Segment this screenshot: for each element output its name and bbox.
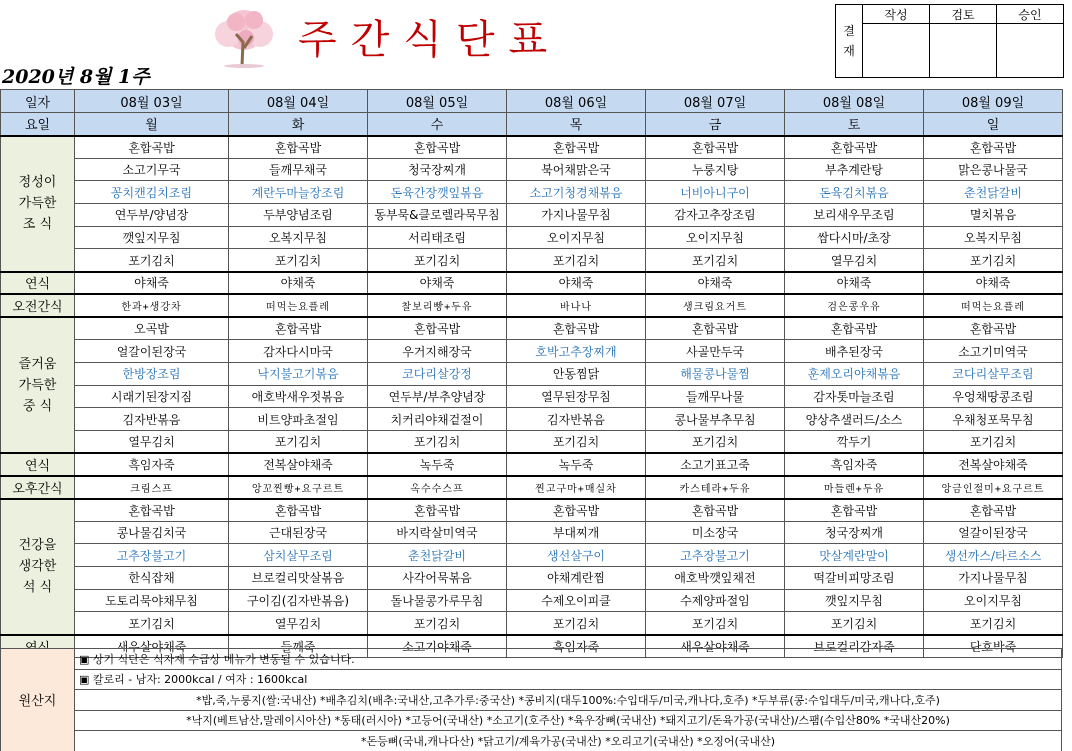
menu-item: 들깨무채국	[229, 158, 368, 181]
menu-item: 오복지무침	[924, 226, 1063, 249]
snack-item: 앙금인절미+요구르트	[924, 476, 1063, 499]
dinner-row	[1, 567, 1063, 590]
am-snack-row	[1, 294, 1063, 317]
menu-item: 김자반볶음	[507, 408, 646, 431]
menu-item: 보리새우무조림	[785, 204, 924, 227]
menu-item: 동부묵&클로렐라묵무침	[368, 204, 507, 227]
menu-item: 우거지해장국	[368, 340, 507, 363]
menu-item: 얼갈이된장국	[75, 340, 229, 363]
dinner-row	[1, 521, 1063, 544]
menu-item: 춘천닭갈비	[924, 181, 1063, 204]
origin-table	[0, 648, 1062, 751]
menu-item: 근대된장국	[229, 521, 368, 544]
approval-sign-box[interactable]	[930, 24, 997, 78]
dinner-row	[1, 612, 1063, 635]
menu-item: 양상추샐러드/소스	[785, 408, 924, 431]
porridge-item: 야채죽	[785, 272, 924, 295]
origin-line: ▣ 칼로리 - 남자: 2000kcal / 여자 : 1600kcal	[75, 669, 1062, 690]
day-cell: 토	[785, 113, 924, 136]
approval-box	[835, 4, 1064, 78]
menu-item: 청국장찌개	[368, 158, 507, 181]
day-cell: 월	[75, 113, 229, 136]
menu-item: 콩나물김치국	[75, 521, 229, 544]
menu-item: 깻잎지무침	[75, 226, 229, 249]
menu-item: 감자다시마국	[229, 340, 368, 363]
menu-item: 혼합곡밥	[229, 317, 368, 340]
menu-item: 열무김치	[229, 612, 368, 635]
approval-column: 승인	[997, 5, 1064, 24]
menu-item: 오복지무침	[229, 226, 368, 249]
menu-item: 혼합곡밥	[785, 499, 924, 522]
menu-item: 수제오이피클	[507, 589, 646, 612]
menu-item: 포기김치	[646, 612, 785, 635]
menu-item: 혼합곡밥	[75, 136, 229, 159]
breakfast-porridge-row	[1, 272, 1063, 295]
porridge-item: 전복살야채죽	[924, 453, 1063, 476]
menu-item: 코다리살강정	[368, 362, 507, 385]
approval-group-label: 결 재	[836, 5, 863, 78]
approval-sign-box[interactable]	[863, 24, 930, 78]
menu-item: 애호박새우젓볶음	[229, 385, 368, 408]
snack-item: 검은콩우유	[785, 294, 924, 317]
menu-item: 미소장국	[646, 521, 785, 544]
day-cell: 일	[924, 113, 1063, 136]
menu-item: 혼합곡밥	[75, 499, 229, 522]
menu-item: 돌나물콩가루무침	[368, 589, 507, 612]
menu-item: 소고기미역국	[924, 340, 1063, 363]
date-row	[1, 90, 1063, 113]
breakfast-row	[1, 158, 1063, 181]
dinner-label	[1, 499, 75, 635]
porridge-item: 흑임자죽	[507, 635, 646, 658]
date-cell: 08월 03일	[75, 90, 229, 113]
menu-item: 서리태조림	[368, 226, 507, 249]
menu-item: 두부양념조림	[229, 204, 368, 227]
menu-item: 포기김치	[75, 249, 229, 272]
day-row	[1, 113, 1063, 136]
menu-item: 맛살계란말이	[785, 544, 924, 567]
lunch-row	[1, 362, 1063, 385]
menu-item: 혼합곡밥	[507, 499, 646, 522]
menu-item: 혼합곡밥	[229, 499, 368, 522]
menu-item: 오이지무침	[507, 226, 646, 249]
porridge-item: 새우살야채죽	[75, 635, 229, 658]
day-cell: 금	[646, 113, 785, 136]
snack-item: 바나나	[507, 294, 646, 317]
breakfast-row	[1, 226, 1063, 249]
page-title: 주간식단표	[298, 17, 562, 63]
snack-item: 떠먹는요플레	[924, 294, 1063, 317]
menu-item: 삼치살무조림	[229, 544, 368, 567]
origin-line: *돈등뼈(국내,캐나다산) *닭고기/계육가공(국내산) *오리고기(국내산) *오징어(국내산)	[75, 731, 1062, 751]
am-snack-label: 오전간식	[1, 294, 75, 317]
menu-item: 해물콩나물찜	[646, 362, 785, 385]
date-cell: 08월 07일	[646, 90, 785, 113]
date-cell: 08월 04일	[229, 90, 368, 113]
porridge-item: 야채죽	[507, 272, 646, 295]
menu-item: 가지나물무침	[507, 204, 646, 227]
menu-item: 열무김치	[785, 249, 924, 272]
cherry-blossom-tree-icon	[206, 8, 282, 68]
snack-item: 생크림요거트	[646, 294, 785, 317]
approval-column: 검토	[930, 5, 997, 24]
origin-label: 원산지	[1, 649, 75, 751]
menu-item: 소고기무국	[75, 158, 229, 181]
menu-item: 가지나물무침	[924, 567, 1063, 590]
menu-item: 콩나물부추무침	[646, 408, 785, 431]
menu-item: 혼합곡밥	[646, 499, 785, 522]
dinner-row	[1, 589, 1063, 612]
menu-item: 치커리야채겉절이	[368, 408, 507, 431]
menu-item: 시래기된장지짐	[75, 385, 229, 408]
menu-item: 깍두기	[785, 430, 924, 453]
menu-item: 오이지무침	[646, 226, 785, 249]
menu-item: 포기김치	[229, 430, 368, 453]
dinner-row	[1, 544, 1063, 567]
origin-line: *밥,죽,누룽지(쌀:국내산) *배추김치(배추:국내산,고추가루:중국산) *콩비지(대두100%:수입대두/미국,캐나다,호주) *두부류(콩:수입대두/미국,캐나다,호주)	[75, 690, 1062, 711]
menu-item: 고추장불고기	[646, 544, 785, 567]
snack-item: 찰보리빵+두유	[368, 294, 507, 317]
origin-line: *낙지(베트남산,말레이시아산) *동태(러시아) *고등어(국내산) *소고기(호주산) *육우장뼈(국내산) *돼지고기/돈육가공(국내산)/스팸(수입산80% *국내산20%)	[75, 710, 1062, 731]
breakfast-row	[1, 249, 1063, 272]
menu-item: 호박고추장찌개	[507, 340, 646, 363]
menu-item: 오곡밥	[75, 317, 229, 340]
menu-item: 감자고추장조림	[646, 204, 785, 227]
menu-item: 사각어묵볶음	[368, 567, 507, 590]
porridge-item: 들깨죽	[229, 635, 368, 658]
menu-item: 소고기청경채볶음	[507, 181, 646, 204]
menu-item: 열무된장무침	[507, 385, 646, 408]
menu-item: 생선살구이	[507, 544, 646, 567]
menu-item: 비트양파초절임	[229, 408, 368, 431]
menu-item: 포기김치	[368, 612, 507, 635]
menu-item: 포기김치	[368, 430, 507, 453]
day-cell: 목	[507, 113, 646, 136]
menu-item: 구이김(김자반볶음)	[229, 589, 368, 612]
lunch-row	[1, 385, 1063, 408]
porridge-item: 야채죽	[75, 272, 229, 295]
approval-sign-box[interactable]	[997, 24, 1064, 78]
porridge-item: 흑임자죽	[75, 453, 229, 476]
menu-item: 연두부/부추양념장	[368, 385, 507, 408]
day-cell: 수	[368, 113, 507, 136]
date-cell: 08월 08일	[785, 90, 924, 113]
menu-item: 혼합곡밥	[924, 136, 1063, 159]
lunch-label	[1, 317, 75, 453]
menu-item: 감자톳마늘조림	[785, 385, 924, 408]
lunch-porridge-row	[1, 453, 1063, 476]
menu-item: 브로컬리맛살볶음	[229, 567, 368, 590]
menu-item: 꽁치캔김치조림	[75, 181, 229, 204]
snack-item: 찐고구마+매실차	[507, 476, 646, 499]
approval-column: 작성	[863, 5, 930, 24]
menu-item: 포기김치	[229, 249, 368, 272]
menu-item: 부추계란탕	[785, 158, 924, 181]
menu-item: 오이지무침	[924, 589, 1063, 612]
menu-item: 혼합곡밥	[368, 136, 507, 159]
dinner-label-text: 건강을 생각한 석 식	[18, 538, 57, 596]
menu-item: 우채청포묵무침	[924, 408, 1063, 431]
menu-item: 너비아니구이	[646, 181, 785, 204]
menu-item: 멸치볶음	[924, 204, 1063, 227]
porridge-item: 새우살야채죽	[646, 635, 785, 658]
breakfast-row	[1, 204, 1063, 227]
snack-item: 카스테라+두유	[646, 476, 785, 499]
menu-item: 혼합곡밥	[924, 499, 1063, 522]
menu-item: 포기김치	[368, 249, 507, 272]
week-label: 2020년 8월 1주	[2, 66, 150, 88]
lunch-porridge-label: 연식	[1, 453, 75, 476]
menu-item: 얼갈이된장국	[924, 521, 1063, 544]
porridge-item: 야채죽	[924, 272, 1063, 295]
menu-item: 포기김치	[75, 612, 229, 635]
lunch-label-text: 즐거움 가득한 중 식	[18, 356, 57, 414]
menu-item: 혼합곡밥	[924, 317, 1063, 340]
menu-item: 혼합곡밥	[785, 317, 924, 340]
menu-item: 애호박깻잎채전	[646, 567, 785, 590]
snack-item: 앙꼬찐빵+요구르트	[229, 476, 368, 499]
date-cell: 08월 05일	[368, 90, 507, 113]
menu-item: 열무김치	[75, 430, 229, 453]
menu-item: 청국장찌개	[785, 521, 924, 544]
menu-item: 포기김치	[924, 612, 1063, 635]
day-cell: 화	[229, 113, 368, 136]
porridge-item: 녹두죽	[507, 453, 646, 476]
menu-item: 혼합곡밥	[646, 136, 785, 159]
menu-item: 코다리살무조림	[924, 362, 1063, 385]
menu-item: 낙지불고기볶음	[229, 362, 368, 385]
date-cell: 08월 06일	[507, 90, 646, 113]
menu-item: 돈육간장깻잎볶음	[368, 181, 507, 204]
lunch-row	[1, 408, 1063, 431]
breakfast-label	[1, 136, 75, 272]
date-label: 일자	[1, 90, 75, 113]
menu-item: 도토리묵야채무침	[75, 589, 229, 612]
menu-item: 포기김치	[646, 249, 785, 272]
menu-item: 야채계란찜	[507, 567, 646, 590]
porridge-item: 야채죽	[368, 272, 507, 295]
menu-item: 포기김치	[646, 430, 785, 453]
menu-item: 맑은콩나물국	[924, 158, 1063, 181]
menu-item: 생선까스/타르소스	[924, 544, 1063, 567]
menu-item: 바지락살미역국	[368, 521, 507, 544]
menu-item: 김자반볶음	[75, 408, 229, 431]
menu-item: 수제양파절임	[646, 589, 785, 612]
menu-item: 한방장조림	[75, 362, 229, 385]
porridge-item: 브로컬리감자죽	[785, 635, 924, 658]
snack-item: 크림스프	[75, 476, 229, 499]
menu-item: 우엉채땅콩조림	[924, 385, 1063, 408]
menu-item: 혼합곡밥	[507, 136, 646, 159]
porridge-item: 전복살야채죽	[229, 453, 368, 476]
breakfast-porridge-label: 연식	[1, 272, 75, 295]
menu-item: 혼합곡밥	[507, 317, 646, 340]
breakfast-label-text: 정성이 가득한 조 식	[18, 175, 57, 233]
menu-item: 춘천닭갈비	[368, 544, 507, 567]
lunch-row	[1, 430, 1063, 453]
menu-item: 혼합곡밥	[229, 136, 368, 159]
origin-line: ▣ 상기 식단은 식자재 수급상 메뉴가 변동될 수 있습니다.	[75, 649, 1062, 670]
menu-item: 깻잎지무침	[785, 589, 924, 612]
snack-item: 한과+생강차	[75, 294, 229, 317]
breakfast-row	[1, 181, 1063, 204]
menu-item: 혼합곡밥	[368, 499, 507, 522]
menu-item: 혼합곡밥	[785, 136, 924, 159]
menu-item: 고추장불고기	[75, 544, 229, 567]
snack-item: 옥수수스프	[368, 476, 507, 499]
menu-item: 포기김치	[507, 612, 646, 635]
menu-item: 안동찜닭	[507, 362, 646, 385]
porridge-item: 녹두죽	[368, 453, 507, 476]
snack-item: 마들렌+두유	[785, 476, 924, 499]
date-cell: 08월 09일	[924, 90, 1063, 113]
menu-item: 한식잡채	[75, 567, 229, 590]
menu-item: 북어채맑은국	[507, 158, 646, 181]
header	[0, 0, 1072, 90]
dinner-row	[1, 499, 1063, 522]
menu-item: 계란두마늘장조림	[229, 181, 368, 204]
menu-table	[0, 89, 1063, 658]
menu-item: 혼합곡밥	[646, 317, 785, 340]
menu-item: 연두부/양념장	[75, 204, 229, 227]
menu-item: 혼합곡밥	[368, 317, 507, 340]
lunch-row	[1, 317, 1063, 340]
porridge-item: 흑임자죽	[785, 453, 924, 476]
pm-snack-row	[1, 476, 1063, 499]
menu-item: 훈제오리야채볶음	[785, 362, 924, 385]
pm-snack-label: 오후간식	[1, 476, 75, 499]
menu-item: 배추된장국	[785, 340, 924, 363]
menu-item: 포기김치	[507, 249, 646, 272]
lunch-row	[1, 340, 1063, 363]
porridge-item: 소고기야채죽	[368, 635, 507, 658]
porridge-item: 야채죽	[229, 272, 368, 295]
menu-item: 누룽지탕	[646, 158, 785, 181]
menu-item: 포기김치	[924, 249, 1063, 272]
menu-item: 사골만두국	[646, 340, 785, 363]
menu-item: 들깨무나물	[646, 385, 785, 408]
menu-item: 포기김치	[924, 430, 1063, 453]
porridge-item: 단호박죽	[924, 635, 1063, 658]
menu-item: 부대찌개	[507, 521, 646, 544]
breakfast-row	[1, 136, 1063, 159]
menu-item: 포기김치	[785, 612, 924, 635]
day-label: 요일	[1, 113, 75, 136]
menu-item: 돈육김치볶음	[785, 181, 924, 204]
menu-item: 쌈다시마/초장	[785, 226, 924, 249]
menu-item: 포기김치	[507, 430, 646, 453]
porridge-item: 야채죽	[646, 272, 785, 295]
snack-item: 떠먹는요플레	[229, 294, 368, 317]
menu-item: 떡갈비피망조림	[785, 567, 924, 590]
porridge-item: 소고기표고죽	[646, 453, 785, 476]
